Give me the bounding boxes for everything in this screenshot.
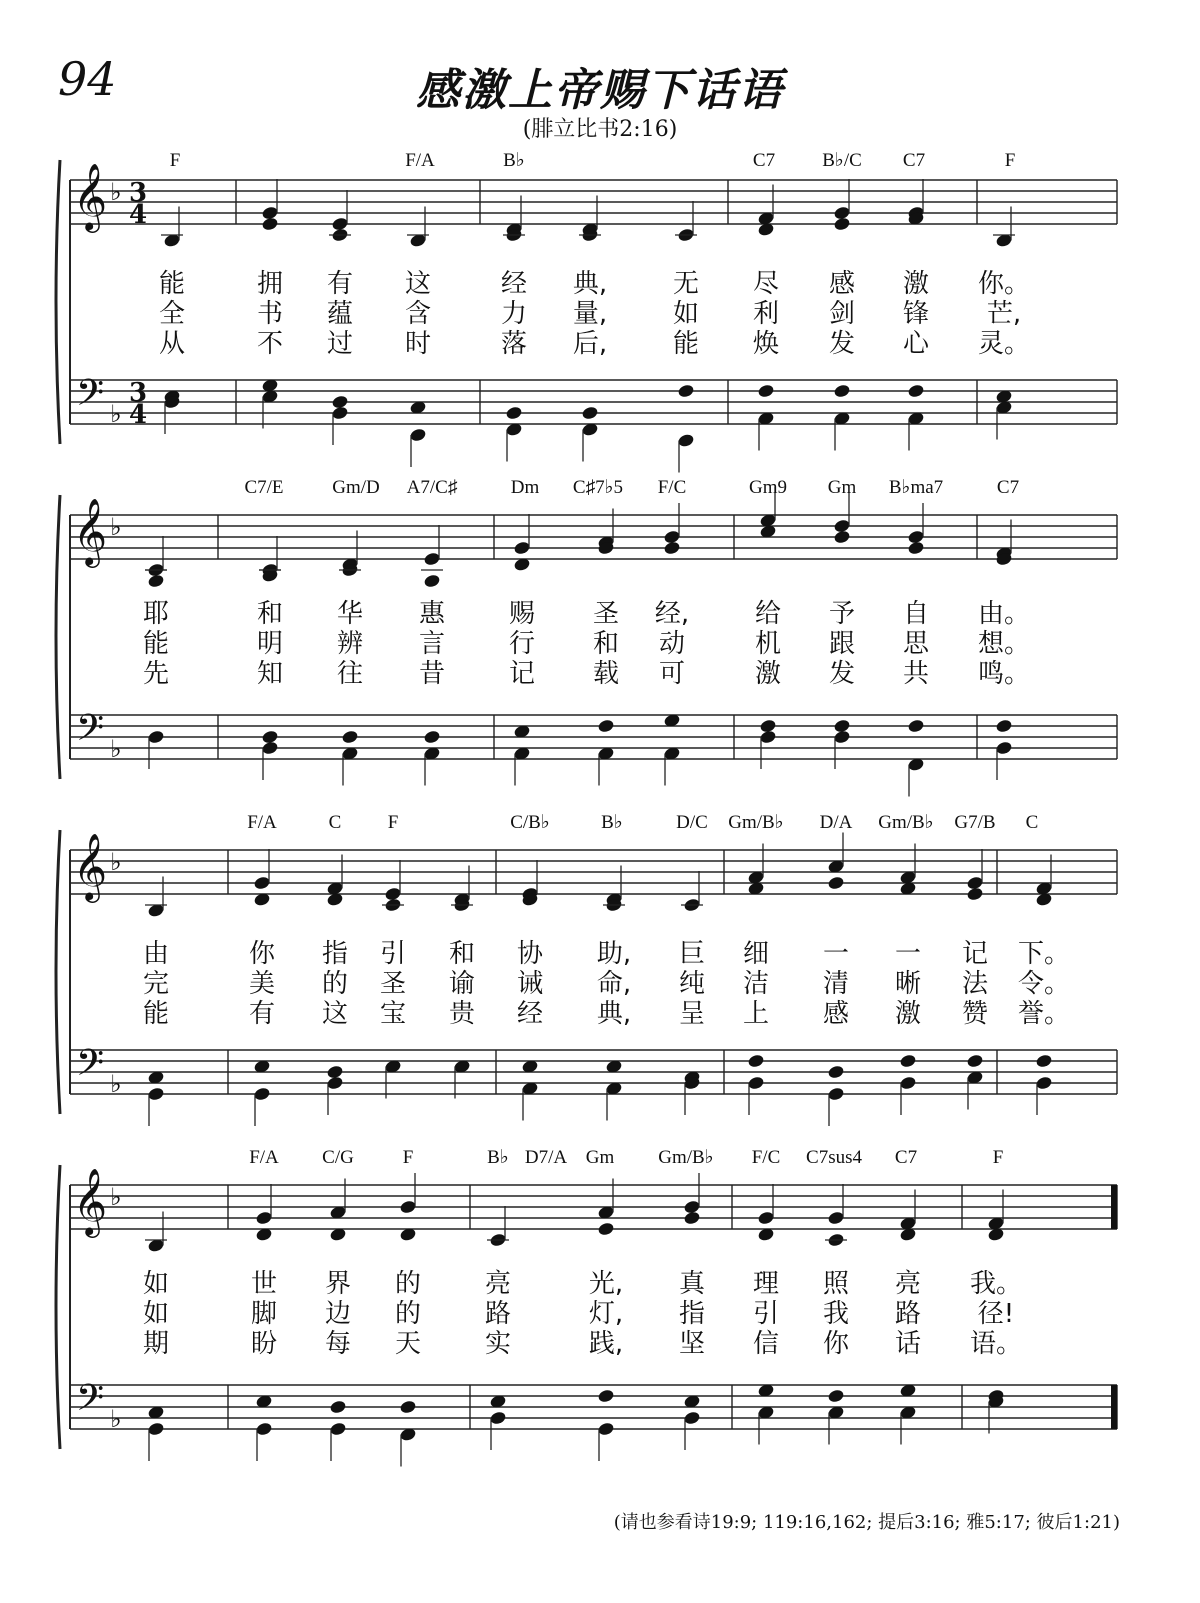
treble-notehead: [966, 886, 984, 901]
lyric-verse-3-syllable: 典,: [596, 999, 632, 1029]
footer-references: (请也参看诗19:9; 119:16,162; 提后3:16; 雅5:17; 彼后1:21): [613, 1512, 1120, 1533]
bass-notehead: [833, 383, 851, 398]
bass-key-signature-flat: ♭: [110, 1070, 122, 1098]
chord-symbol: Gm/B♭: [728, 812, 784, 833]
system-brace: [56, 495, 60, 779]
lyric-verse-2-syllable: 力: [500, 299, 528, 329]
music-system-2: [56, 487, 1117, 797]
lyric-verse-3-syllable: 誉。: [1017, 999, 1071, 1029]
lyric-verse-1-syllable: 亮: [484, 1269, 512, 1299]
hymn-title: 感激上帝赐下话语: [416, 65, 784, 116]
treble-notehead: [663, 540, 681, 555]
lyric-verse-2-syllable: 的: [394, 1299, 422, 1329]
system-brace: [56, 830, 60, 1114]
lyric-verse-2-syllable: 能: [142, 629, 170, 659]
bass-notehead: [747, 1053, 765, 1068]
lyric-verse-1-syllable: 指: [321, 939, 349, 969]
bass-notehead: [253, 1086, 271, 1101]
lyric-verse-2-syllable: 明: [256, 629, 284, 659]
lyric-verse-1-syllable: 耶: [142, 599, 170, 629]
bass-notehead: [261, 740, 279, 755]
treble-clef: 𝄞: [72, 1167, 108, 1235]
lyric-verse-3-syllable: 天: [394, 1329, 422, 1359]
lyric-verse-3-syllable: 心: [902, 329, 930, 359]
lyric-verse-1-syllable: 下。: [1017, 939, 1071, 969]
lyric-verse-1-syllable: 华: [336, 599, 364, 629]
lyric-verse-1-syllable: 无: [672, 269, 700, 299]
chord-symbol: Gm: [585, 1147, 615, 1168]
music-system-4: [56, 1165, 1117, 1467]
chord-symbol: C/B♭: [510, 812, 550, 833]
lyric-verse-2-syllable: 行: [508, 629, 536, 659]
lyric-verse-2-syllable: 指: [678, 1299, 706, 1329]
lyric-verse-3-syllable: 可: [658, 659, 686, 689]
lyric-verse-1-syllable: 经: [500, 269, 528, 299]
treble-notehead: [147, 573, 165, 588]
bass-notehead: [597, 1421, 615, 1436]
treble-notehead: [423, 573, 441, 588]
treble-notehead: [597, 1221, 615, 1236]
chord-symbol: Gm/B♭: [878, 812, 934, 833]
chord-symbol: C♯7♭5: [572, 477, 624, 498]
chord-symbol: B♭: [487, 1147, 509, 1168]
chord-symbol: Gm/D: [332, 477, 380, 498]
lyric-verse-3-syllable: 过: [326, 329, 354, 359]
bass-clef: 𝄢: [75, 1377, 105, 1428]
chord-symbol: C7: [996, 477, 1020, 498]
bass-time-signature-denominator: 4: [128, 400, 148, 430]
bass-notehead: [827, 1064, 845, 1079]
bass-notehead: [147, 729, 165, 744]
treble-clef: 𝄞: [72, 162, 108, 230]
lyric-verse-2-syllable: 蕴: [326, 299, 354, 329]
lyric-verse-3-syllable: 能: [142, 999, 170, 1029]
lyric-verse-3-syllable: 实: [484, 1329, 512, 1359]
chord-symbol: F/A: [249, 1147, 279, 1168]
final-barline: [1111, 1185, 1117, 1229]
lyric-verse-3-syllable: 记: [508, 659, 536, 689]
lyric-verse-2-syllable: 机: [754, 629, 782, 659]
lyric-verse-3-syllable: 话: [894, 1329, 922, 1359]
lyric-verse-3-syllable: 激: [894, 999, 922, 1029]
lyric-verse-1-syllable: 照: [822, 1269, 850, 1299]
treble-notehead: [833, 529, 851, 544]
treble-notehead: [255, 1210, 273, 1225]
treble-notehead: [683, 1210, 701, 1225]
lyric-verse-3-syllable: 昔: [418, 659, 446, 689]
lyric-verse-3-syllable: 不: [256, 329, 284, 359]
lyric-verse-2-syllable: 法: [961, 969, 989, 999]
lyric-verse-3-syllable: 期: [142, 1329, 170, 1359]
chord-symbol: C7sus4: [806, 1147, 862, 1168]
treble-notehead: [423, 551, 441, 566]
treble-notehead: [833, 216, 851, 231]
lyric-verse-1-syllable: 给: [754, 599, 782, 629]
chord-symbol: F/C: [751, 1147, 781, 1168]
lyric-verse-2-syllable: 径!: [977, 1299, 1015, 1329]
lyric-verse-1-syllable: 你: [248, 939, 276, 969]
chord-symbol: G7/B: [954, 812, 996, 833]
lyric-verse-3-syllable: 能: [672, 329, 700, 359]
lyric-verse-1-syllable: 细: [742, 939, 770, 969]
bass-notehead: [677, 433, 695, 448]
chord-symbol: C7: [894, 1147, 918, 1168]
lyric-verse-3-syllable: 共: [902, 659, 930, 689]
treble-notehead: [757, 1210, 775, 1225]
chord-symbol: F: [402, 1147, 414, 1168]
lyric-verse-2-syllable: 利: [752, 299, 780, 329]
chord-symbol: D7/A: [524, 1147, 568, 1168]
chord-symbol: F/A: [247, 812, 277, 833]
bass-notehead: [1035, 1075, 1053, 1090]
bass-notehead: [995, 718, 1013, 733]
lyric-verse-3-syllable: 宝: [379, 999, 407, 1029]
chord-symbol: B♭/C: [822, 150, 862, 171]
lyric-verse-1-syllable: 助,: [596, 939, 632, 969]
chord-symbol: Gm: [827, 477, 857, 498]
bass-notehead: [399, 1399, 417, 1414]
lyric-verse-2-syllable: 我: [822, 1299, 850, 1329]
lyric-verse-1-syllable: 能: [158, 269, 186, 299]
system-brace: [56, 160, 60, 444]
lyric-verse-2-syllable: 路: [894, 1299, 922, 1329]
chord-symbol: Gm/B♭: [658, 1147, 714, 1168]
lyric-verse-2-syllable: 完: [142, 969, 170, 999]
treble-notehead: [513, 540, 531, 555]
bass-notehead: [331, 405, 349, 420]
lyric-verse-2-syllable: 圣: [379, 969, 407, 999]
chord-symbol: F: [387, 812, 399, 833]
lyric-verse-2-syllable: 诫: [516, 969, 544, 999]
bass-notehead: [907, 718, 925, 733]
lyric-verse-1-syllable: 有: [326, 269, 354, 299]
chord-symbol: D/A: [819, 812, 853, 833]
chord-symbol: F/C: [657, 477, 687, 498]
lyric-verse-3-syllable: 落: [500, 329, 528, 359]
chord-symbol: D/C: [676, 812, 708, 833]
bass-notehead: [899, 1053, 917, 1068]
lyric-verse-1-syllable: 的: [394, 1269, 422, 1299]
bass-clef: 𝄢: [75, 1042, 105, 1093]
bass-notehead: [683, 1410, 701, 1425]
lyric-verse-1-syllable: 一: [894, 939, 922, 969]
bass-notehead: [833, 729, 851, 744]
bass-notehead: [907, 383, 925, 398]
bass-key-signature-flat: ♭: [110, 735, 122, 763]
lyric-verse-2-syllable: 洁: [742, 969, 770, 999]
chord-symbol: B♭: [601, 812, 623, 833]
bass-key-signature-flat: ♭: [110, 1405, 122, 1433]
lyric-verse-3-syllable: 感: [822, 999, 850, 1029]
lyric-verse-1-syllable: 记: [961, 939, 989, 969]
lyric-verse-1-syllable: 真: [678, 1269, 706, 1299]
chord-symbol: B♭ma7: [888, 477, 944, 498]
chord-symbol: F/A: [405, 150, 435, 171]
lyric-verse-1-syllable: 典,: [572, 269, 608, 299]
lyric-verse-2-syllable: 想。: [977, 629, 1031, 659]
lyric-verse-3-syllable: 坚: [678, 1329, 706, 1359]
lyric-verse-1-syllable: 圣: [592, 599, 620, 629]
lyric-verse-2-syllable: 灯,: [588, 1299, 624, 1329]
lyric-verse-1-syllable: 经,: [654, 599, 690, 629]
bass-notehead: [505, 405, 523, 420]
bass-notehead: [827, 1388, 845, 1403]
lyric-verse-2-syllable: 引: [752, 1299, 780, 1329]
bass-notehead: [255, 1421, 273, 1436]
treble-notehead: [253, 875, 271, 890]
bass-notehead: [597, 718, 615, 733]
bass-notehead: [147, 1086, 165, 1101]
treble-key-signature-flat: ♭: [110, 848, 122, 876]
lyric-verse-2-syllable: 纯: [678, 969, 706, 999]
lyric-verse-1-syllable: 和: [448, 939, 476, 969]
lyric-verse-3-syllable: 时: [404, 329, 432, 359]
lyric-verse-1-syllable: 激: [902, 269, 930, 299]
lyric-verse-2-syllable: 清: [822, 969, 850, 999]
lyric-verse-2-syllable: 的: [321, 969, 349, 999]
lyric-verse-2-syllable: 路: [484, 1299, 512, 1329]
lyric-verse-3-syllable: 鸣。: [977, 659, 1031, 689]
lyric-verse-2-syllable: 剑: [828, 299, 856, 329]
lyric-verse-1-syllable: 拥: [256, 269, 284, 299]
lyric-verse-3-syllable: 信: [752, 1329, 780, 1359]
treble-key-signature-flat: ♭: [110, 1183, 122, 1211]
lyric-verse-3-syllable: 贵: [448, 999, 476, 1029]
chord-symbol: Gm9: [749, 477, 787, 498]
chord-symbol: Dm: [510, 477, 540, 498]
bass-notehead: [899, 1075, 917, 1090]
treble-notehead: [827, 875, 845, 890]
bass-notehead: [1035, 1053, 1053, 1068]
bass-notehead: [329, 1399, 347, 1414]
treble-notehead: [907, 540, 925, 555]
chord-symbol: C7/E: [244, 477, 284, 498]
treble-key-signature-flat: ♭: [110, 513, 122, 541]
bass-notehead: [597, 1388, 615, 1403]
bass-time-signature-numerator: 3: [128, 378, 148, 408]
lyric-verse-1-syllable: 理: [752, 1269, 780, 1299]
bass-notehead: [341, 729, 359, 744]
lyric-verse-1-syllable: 尽: [752, 269, 780, 299]
lyric-verse-1-syllable: 由: [142, 939, 170, 969]
lyric-verse-2-syllable: 令。: [1017, 969, 1071, 999]
lyric-verse-3-syllable: 这: [321, 999, 349, 1029]
bass-notehead: [409, 427, 427, 442]
lyric-verse-2-syllable: 书: [256, 299, 284, 329]
bass-notehead: [747, 1075, 765, 1090]
lyric-verse-3-syllable: 先: [142, 659, 170, 689]
lyric-verse-2-syllable: 谕: [448, 969, 476, 999]
treble-notehead: [827, 1210, 845, 1225]
lyric-verse-1-syllable: 你。: [977, 269, 1031, 299]
bass-clef: 𝄢: [75, 707, 105, 758]
lyric-verse-3-syllable: 从: [158, 329, 186, 359]
lyric-verse-1-syllable: 巨: [678, 939, 706, 969]
bass-notehead: [677, 383, 695, 398]
lyric-verse-1-syllable: 惠: [418, 599, 446, 629]
lyric-verse-3-syllable: 盼: [250, 1329, 278, 1359]
lyric-verse-2-syllable: 美: [248, 969, 276, 999]
treble-key-signature-flat: ♭: [110, 178, 122, 206]
lyric-verse-1-syllable: 自: [902, 599, 930, 629]
lyric-verse-2-syllable: 芒,: [986, 299, 1022, 329]
lyric-verse-3-syllable: 焕: [752, 329, 780, 359]
bass-notehead: [581, 405, 599, 420]
treble-clef: 𝄞: [72, 497, 108, 565]
chord-symbol: C7: [902, 150, 926, 171]
bass-notehead: [757, 383, 775, 398]
system-brace: [56, 1165, 60, 1449]
treble-clef: 𝄞: [72, 832, 108, 900]
lyric-verse-1-syllable: 亮: [894, 1269, 922, 1299]
chord-symbol: F: [992, 1147, 1004, 1168]
lyric-verse-3-syllable: 往: [336, 659, 364, 689]
lyric-verse-3-syllable: 经: [516, 999, 544, 1029]
bass-notehead: [326, 1075, 344, 1090]
chord-symbol: F: [1004, 150, 1016, 171]
lyric-verse-3-syllable: 知: [256, 659, 284, 689]
lyric-verse-3-syllable: 激: [754, 659, 782, 689]
lyric-verse-2-syllable: 边: [324, 1299, 352, 1329]
lyric-verse-2-syllable: 全: [158, 299, 186, 329]
treble-notehead: [399, 1199, 417, 1214]
lyric-verse-1-syllable: 和: [256, 599, 284, 629]
lyric-verse-3-syllable: 载: [592, 659, 620, 689]
lyric-verse-2-syllable: 言: [418, 629, 446, 659]
lyric-verse-2-syllable: 辨: [336, 629, 364, 659]
hymn-number: 94: [58, 52, 117, 106]
chord-symbol: C/G: [322, 1147, 354, 1168]
chord-symbol: C: [1025, 812, 1039, 833]
lyric-verse-3-syllable: 你: [822, 1329, 850, 1359]
lyric-verse-2-syllable: 脚: [250, 1299, 278, 1329]
lyric-verse-2-syllable: 命,: [596, 969, 632, 999]
lyric-verse-1-syllable: 协: [516, 939, 544, 969]
bass-key-signature-flat: ♭: [110, 400, 122, 428]
lyric-verse-2-syllable: 如: [142, 1299, 170, 1329]
bass-notehead: [489, 1410, 507, 1425]
lyric-verse-1-syllable: 一: [822, 939, 850, 969]
lyric-verse-1-syllable: 这: [404, 269, 432, 299]
lyric-verse-3-syllable: 践,: [588, 1329, 624, 1359]
lyric-verse-3-syllable: 有: [248, 999, 276, 1029]
lyric-verse-2-syllable: 含: [404, 299, 432, 329]
final-barline: [1111, 1385, 1117, 1429]
lyric-verse-2-syllable: 跟: [828, 629, 856, 659]
lyric-verse-2-syllable: 动: [658, 629, 686, 659]
lyric-verse-1-syllable: 光,: [588, 1269, 624, 1299]
bass-notehead: [995, 740, 1013, 755]
treble-time-signature-denominator: 4: [128, 200, 148, 230]
bass-clef: 𝄢: [75, 372, 105, 423]
bass-notehead: [329, 1421, 347, 1436]
chord-symbol: F: [169, 150, 181, 171]
lyric-verse-1-syllable: 引: [379, 939, 407, 969]
lyric-verse-3-syllable: 呈: [678, 999, 706, 1029]
lyric-verse-3-syllable: 后,: [572, 329, 608, 359]
music-system-3: [56, 830, 1117, 1126]
lyric-verse-3-syllable: 上: [742, 999, 770, 1029]
lyric-verse-1-syllable: 如: [142, 1269, 170, 1299]
lyric-verse-1-syllable: 予: [828, 599, 856, 629]
lyric-verse-2-syllable: 思: [902, 629, 930, 659]
lyric-verse-2-syllable: 如: [672, 299, 700, 329]
scripture-reference: (腓立比书2:16): [522, 117, 678, 142]
bass-notehead: [147, 1421, 165, 1436]
treble-time-signature-numerator: 3: [128, 178, 148, 208]
lyric-verse-1-syllable: 赐: [508, 599, 536, 629]
lyric-verse-3-syllable: 发: [828, 659, 856, 689]
bass-notehead: [423, 729, 441, 744]
chord-symbol: C: [328, 812, 342, 833]
lyric-verse-3-syllable: 发: [828, 329, 856, 359]
lyric-verse-3-syllable: 灵。: [977, 329, 1031, 359]
lyric-verse-1-syllable: 我。: [969, 1269, 1023, 1299]
lyric-verse-1-syllable: 界: [324, 1269, 352, 1299]
lyric-verse-3-syllable: 语。: [969, 1329, 1023, 1359]
treble-notehead: [261, 216, 279, 231]
lyric-verse-1-syllable: 世: [250, 1269, 278, 1299]
lyric-verse-1-syllable: 感: [828, 269, 856, 299]
chord-symbol: C7: [752, 150, 776, 171]
lyric-verse-2-syllable: 和: [592, 629, 620, 659]
bass-notehead: [827, 1086, 845, 1101]
lyric-verse-2-syllable: 锋: [902, 299, 930, 329]
chord-symbol: B♭: [503, 150, 525, 171]
lyric-verse-3-syllable: 赞: [961, 999, 989, 1029]
bass-notehead: [966, 1053, 984, 1068]
lyric-verse-2-syllable: 晰: [894, 969, 922, 999]
lyric-verse-3-syllable: 每: [324, 1329, 352, 1359]
bass-notehead: [759, 729, 777, 744]
lyric-verse-1-syllable: 由。: [977, 599, 1031, 629]
chord-symbol: A7/C♯: [406, 477, 458, 498]
lyric-verse-2-syllable: 量,: [572, 299, 608, 329]
